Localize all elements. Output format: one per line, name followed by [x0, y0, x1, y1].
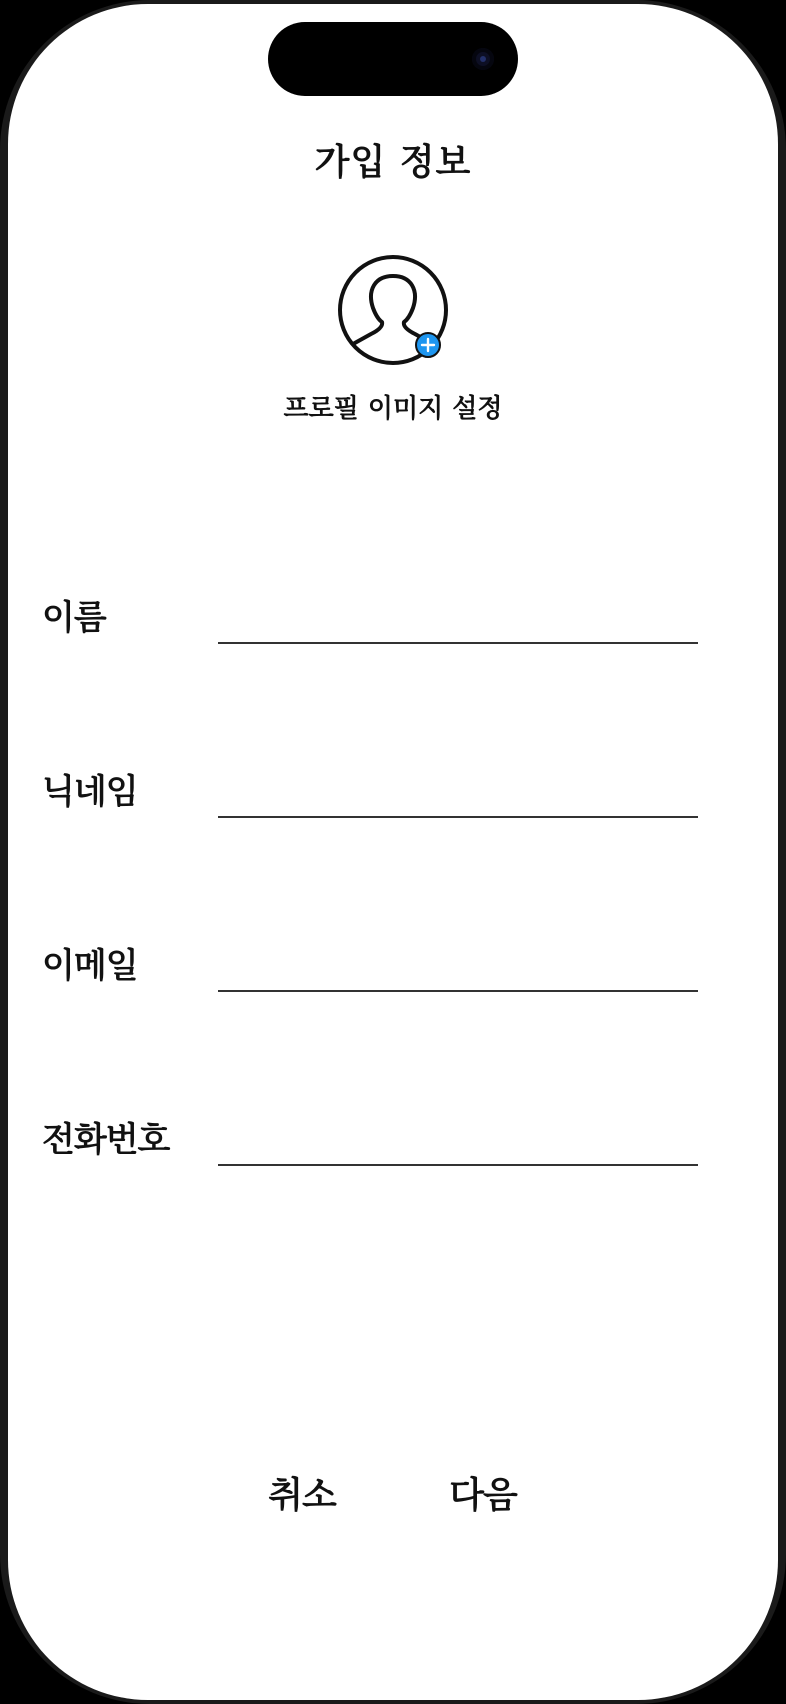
name-label: 이름 — [42, 598, 106, 638]
phone-label: 전화번호 — [42, 1120, 170, 1160]
nickname-input[interactable] — [218, 764, 698, 818]
front-camera-icon — [472, 48, 494, 70]
name-input[interactable] — [218, 590, 698, 644]
dynamic-island — [268, 22, 518, 96]
cancel-button[interactable]: 취소 — [242, 1464, 362, 1520]
name-row — [8, 590, 778, 670]
nickname-label: 닉네임 — [42, 772, 138, 812]
email-input[interactable] — [218, 938, 698, 992]
profile-image-button[interactable] — [337, 254, 449, 366]
profile-image-label[interactable]: 프로필 이미지 설정 — [283, 394, 503, 424]
plus-circle-icon[interactable] — [415, 332, 441, 358]
nickname-row — [8, 764, 778, 844]
next-button[interactable]: 다음 — [423, 1464, 543, 1520]
phone-row — [8, 1112, 778, 1192]
email-row — [8, 938, 778, 1018]
app-screen — [8, 4, 778, 1700]
email-label: 이메일 — [42, 946, 138, 986]
phone-input[interactable] — [218, 1112, 698, 1166]
page-title: 가입 정보 — [314, 142, 472, 183]
